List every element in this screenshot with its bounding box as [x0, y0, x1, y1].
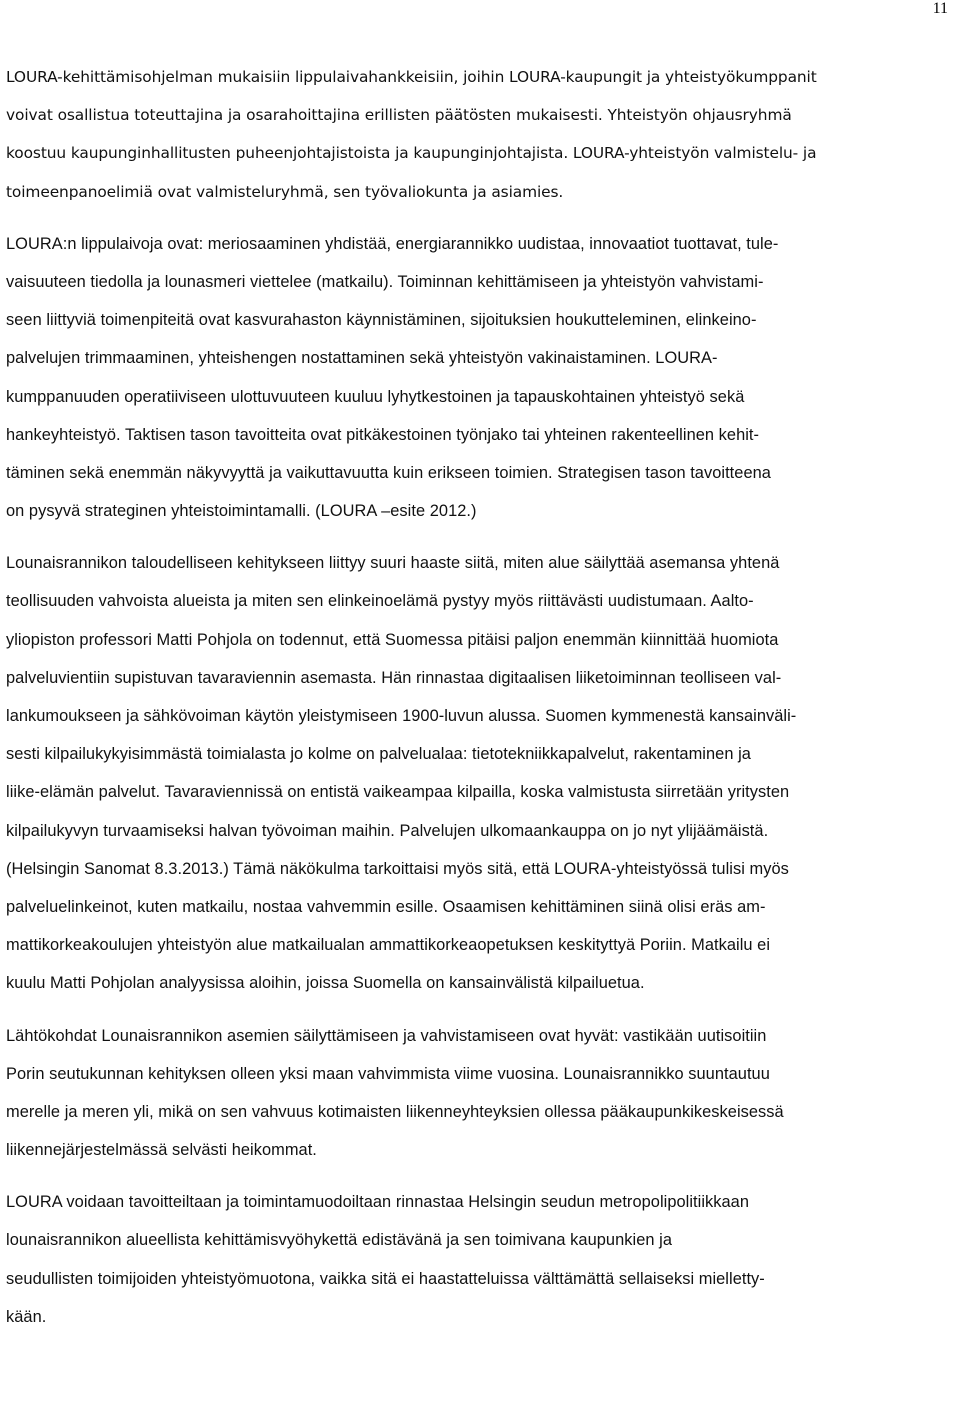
page-number: 11 — [932, 0, 948, 17]
text-line: palveluelinkeinot, kuten matkailu, nostaa vahvemmin esille. Osaamisen kehittäminen siinä olisi eräs am- — [6, 897, 766, 916]
paragraph-starting-points — [6, 1017, 956, 1170]
text-line: mattikorkeakoulujen yhteistyön alue matkailualan ammattikorkeaopetuksen keskityttyä Poriin. Matkailu ei — [6, 936, 771, 955]
text-line: lankumoukseen ja sähkövoiman käytön yleistymiseen 1900-luvun alussa. Suomen kymmenestä kansainväli- — [6, 707, 797, 725]
text-line: kumppanuuden operatiiviseen ulottuvuuteen kuuluu lyhytkestoinen ja tapauskohtainen yhteistyö sekä — [6, 387, 745, 406]
text-line: täminen sekä enemmän näkyvyyttä ja vaikuttavuutta kuin erikseen toimien. Strategisen tason tavoitteena — [6, 463, 771, 482]
text-line: LOURA voidaan tavoitteiltaan ja toimintamuodoiltaan rinnastaa Helsingin seudun metropolipolitiikkaan — [6, 1193, 750, 1212]
text-line: kään. — [6, 1307, 47, 1326]
text-line: sesti kilpailukykyisimmästä toimialasta jo kolme on palvelualaa: tietotekniikkapalvelut, rakentaminen ja — [6, 745, 751, 764]
text-line: LOURA:n lippulaivoja ovat: meriosaaminen yhdistää, energiarannikko uudistaa, innovaatiot tuottavat, tule- — [6, 234, 779, 253]
text-line: yliopiston professori Matti Pohjola on todennut, että Suomessa pitäisi paljon enemmän kiinnittää huomiota — [6, 630, 779, 649]
text-line: merelle ja meren yli, mikä on sen vahvuus kotimaisten liikenneyhteyksien ollessa pääkaupunkikeskeisessä — [6, 1102, 784, 1121]
document-body — [6, 58, 956, 1336]
paragraph-flagships — [6, 225, 956, 531]
text-line: koostuu kaupunginhallitusten puheenjohtajistoista ja kaupunginjohtajista. LOURA-yhteistyön valmistelu- ja — [6, 144, 817, 163]
text-line: palveluvientiin supistuvan tavaraviennin asemasta. Hän rinnastaa digitaalisen liiketoiminnan teolliseen val- — [6, 668, 782, 687]
text-line: seudullisten toimijoiden yhteistyömuotona, vaikka sitä ei haastatteluissa välttämättä sellaiseksi mielletty- — [6, 1269, 765, 1288]
text-line: Porin seutukunnan kehityksen olleen yksi maan vahvimmista viime vuosina. Lounaisrannikko suuntautuu — [6, 1064, 770, 1083]
text-line: toimeenpanoelimiä ovat valmisteluryhmä, sen työvaliokunta ja asiamies. — [6, 182, 564, 201]
text-line: seen liittyviä toimenpiteitä ovat kasvurahaston käynnistäminen, sijoituksien houkutteleminen, elinkeino- — [6, 311, 757, 330]
text-line: (Helsingin Sanomat 8.3.2013.) Tämä näkökulma tarkoittaisi myös sitä, että LOURA-yhteistyössä tulisi myös — [6, 859, 789, 878]
text-line: palvelujen trimmaaminen, yhteishengen nostattaminen sekä yhteistyön vakinaistaminen. LOURA- — [6, 349, 718, 368]
paragraph-economic-development — [6, 544, 956, 1002]
text-line: LOURA-kehittämisohjelman mukaisiin lippulaivahankkeisiin, joihin LOURA-kaupungit ja yhteistyökumppanit — [6, 68, 817, 86]
text-line: liike-elämän palvelut. Tavaraviennissä on entistä vaikeampaa kilpailla, koska valmistusta siirretään yritysten — [6, 783, 790, 802]
paragraph-loura-program — [6, 58, 956, 211]
text-line: lounaisrannikon alueellista kehittämisvyöhykettä edistävänä ja sen toimivana kaupunkien ja — [6, 1231, 672, 1250]
text-line: Lounaisrannikon taloudelliseen kehitykseen liittyy suuri haaste siitä, miten alue säilyttää asemansa yhtenä — [6, 554, 780, 573]
text-line: on pysyvä strateginen yhteistoimintamalli. (LOURA –esite 2012.) — [6, 502, 477, 521]
text-line: voivat osallistua toteuttajina ja osarahoittajina erillisten päätösten mukaisesti. Yhteistyön ohjausryhmä — [6, 106, 792, 125]
paragraph-metropolitan-comparison — [6, 1183, 956, 1336]
text-line: kuulu Matti Pohjolan analyysissa aloihin, joissa Suomella on kansainvälistä kilpailuetua. — [6, 974, 645, 993]
text-line: kilpailukyvyn turvaamiseksi halvan työvoiman maihin. Palvelujen ulkomaankauppa on jo nyt ylijäämäistä. — [6, 821, 769, 840]
text-line: teollisuuden vahvoista alueista ja miten sen elinkeinoelämä pystyy myös riittävästi uudistumaan. Aalto- — [6, 592, 754, 611]
text-line: Lähtökohdat Lounaisrannikon asemien säilyttämiseen ja vahvistamiseen ovat hyvät: vastikään uutisoitiin — [6, 1026, 767, 1045]
text-line: vaisuuteen tiedolla ja lounasmeri viettelee (matkailu). Toiminnan kehittämiseen ja yhteistyön vahvistami- — [6, 272, 764, 291]
text-line: liikennejärjestelmässä selvästi heikommat. — [6, 1141, 317, 1160]
text-line: hankeyhteistyö. Taktisen tason tavoitteita ovat pitkäkestoinen työnjako tai yhteinen rakenteellinen kehit- — [6, 425, 760, 444]
